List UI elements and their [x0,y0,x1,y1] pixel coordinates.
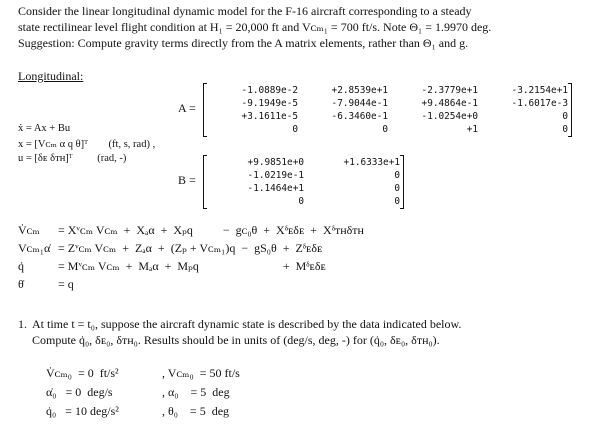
state-vector: x = [Vᴄₘ α q θ]ᵀ [18,139,88,150]
a-cell: 0 [562,124,568,135]
intro-line-2: state rectilinear level flight condition at H₁ = 20,000 ft and Vᴄₘ₁ = 700 ft/s. Note Θ₁ = 1.9970 deg. [18,20,492,34]
condition-left: α̇₀ = 0 deg/s [46,385,113,399]
equation-rhs: = Zᵛᴄₘ Vᴄₘ + Zₐα + (Zₚ + Vᴄₘ₁)q − gS₀θ + Zᵟᴇδᴇ [58,241,323,255]
a-matrix-row [208,110,568,123]
initial-conditions [46,366,346,424]
section-heading: Longitudinal: [18,69,84,83]
dynamics-row [18,259,598,276]
a-cell: -1.0889e-2 [241,85,298,96]
b-matrix-row [208,169,400,182]
a-cell: -1.0254e+0 [421,111,478,122]
a-matrix [203,83,572,137]
a-cell: 0 [292,124,298,135]
condition-left: V̇ᴄₘ₀ = 0 ft/s² [46,366,119,380]
a-cell: -2.3779e+1 [421,85,478,96]
state-equation: ẋ = Ax + Bu [18,123,71,134]
equation-rhs: = Xᵛᴄₘ Vᴄₘ + Xₐα + Xₚq − gᴄ₀θ + Xᵟᴇδᴇ + Xᵟᴛʜδᴛʜ [58,223,364,237]
b-cell: +1.6333e+1 [343,157,400,168]
equation-rhs: = Mᵛᴄₘ Vᴄₘ + Mₐα + Mₚq + Mᵟᴇδᴇ [58,259,326,273]
condition-right: , θ₀ = 5 deg [162,404,230,418]
a-cell: +2.8539e+1 [331,85,388,96]
a-cell: -1.6017e-3 [511,98,568,109]
condition-right: , α₀ = 5 deg [162,385,230,399]
b-cell: 0 [394,183,400,194]
b-matrix [203,155,404,209]
state-vector-definition [18,138,155,150]
dynamics-row [18,241,598,258]
condition-right: , Vᴄₘ₀ = 50 ft/s [162,366,240,380]
state-vector-units: (ft, s, rad) , [108,139,156,150]
intro-line-1: Consider the linear longitudinal dynamic model for the F-16 aircraft corresponding to a steady [18,4,472,18]
a-cell: 0 [562,111,568,122]
input-vector-definition [18,153,126,164]
a-matrix-row [208,97,568,110]
a-cell: -6.3460e-1 [331,111,388,122]
a-cell: 0 [382,124,388,135]
equation-rhs: = q [58,277,74,291]
b-cell: 0 [298,196,304,207]
equation-lhs: Vᴄₘ₁α̇ [18,241,51,255]
question-line-1: At time t = t₀, suppose the aircraft dynamic state is described by the data indicated below. [32,317,462,331]
dynamics-equations [18,223,598,303]
a-matrix-row [208,123,568,136]
b-cell: 0 [394,170,400,181]
a-cell: -7.9044e-1 [331,98,388,109]
b-matrix-row [208,182,400,195]
a-cell: +1 [466,124,478,135]
b-cell: -1.1464e+1 [247,183,304,194]
equation-lhs: θ̇ [18,277,24,291]
intro-paragraph [18,3,596,51]
question-line-2: Compute q̇₀, δᴇ₀, δᴛʜ₀. Results should be in units of (deg/s, deg, -) for (q̇₀, δᴇ₀, δᴛʜ₀). [32,333,440,347]
a-cell: -3.2154e+1 [511,85,568,96]
equation-lhs: V̇ᴄₘ [18,223,40,237]
a-cell: +3.1611e-5 [241,111,298,122]
b-cell: -1.0219e-1 [247,170,304,181]
dynamics-row [18,277,598,294]
condition-left: q̇₀ = 10 deg/s² [46,404,119,418]
b-matrix-row [208,156,400,169]
question-number: 1. [18,317,27,331]
b-matrix-label: B = [178,173,196,187]
input-vector-units: (rad, -) [97,153,127,164]
a-matrix-label: A = [178,101,196,115]
a-cell: -9.1949e-5 [241,98,298,109]
intro-line-3: Suggestion: Compute gravity terms directly from the A matrix elements, rather than Θ₁ and g. [18,36,469,50]
b-matrix-row [208,195,400,208]
equation-lhs: q̇ [18,259,24,273]
question-1 [18,316,598,348]
a-cell: +9.4864e-1 [421,98,478,109]
b-cell: 0 [394,196,400,207]
dynamics-row [18,223,598,240]
a-matrix-row [208,84,568,97]
b-cell: +9.9851e+0 [247,157,304,168]
input-vector: u = [δᴇ δᴛʜ]ᵀ [18,153,73,164]
